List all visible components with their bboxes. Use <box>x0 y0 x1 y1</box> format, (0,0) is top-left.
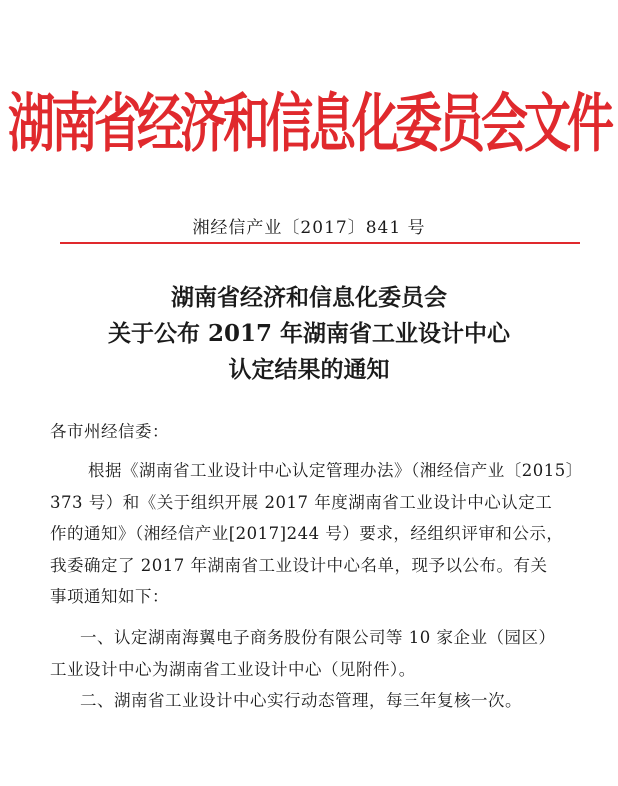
body-paragraph-line: 事项通知如下： <box>50 587 169 606</box>
notice-title-line-3: 认定结果的通知 <box>228 356 390 383</box>
body-item-line: 二、湖南省工业设计中心实行动态管理，每三年复核一次。 <box>80 691 522 710</box>
notice-title-line-1: 湖南省经济和信息化委员会 <box>171 284 447 311</box>
notice-title-line-2: 关于公布 2017 年湖南省工业设计中心 <box>107 320 511 347</box>
document-number: 湘经信产业〔2017〕841 号 <box>192 218 426 238</box>
issuing-authority-header: 湖南省经济和信息化委员会文件 <box>8 87 610 162</box>
body-paragraph-line: 根据《湖南省工业设计中心认定管理办法》（湘经信产业〔2015〕 <box>88 461 583 480</box>
red-divider-line <box>60 242 580 244</box>
body-paragraph-line: 作的通知》（湘经信产业[2017]244 号）要求，经组织评审和公示， <box>50 524 564 543</box>
salutation: 各市州经信委： <box>50 422 169 441</box>
body-item-line: 工业设计中心为湖南省工业设计中心（见附件）。 <box>50 660 416 679</box>
body-paragraph-line: 我委确定了 2017 年湖南省工业设计中心名单，现予以公布。有关 <box>50 556 548 575</box>
body-item-line: 一、认定湖南海翼电子商务股份有限公司等 10 家企业（园区） <box>80 628 556 647</box>
body-paragraph-line: 373 号）和《关于组织开展 2017 年度湖南省工业设计中心认定工 <box>50 493 553 512</box>
